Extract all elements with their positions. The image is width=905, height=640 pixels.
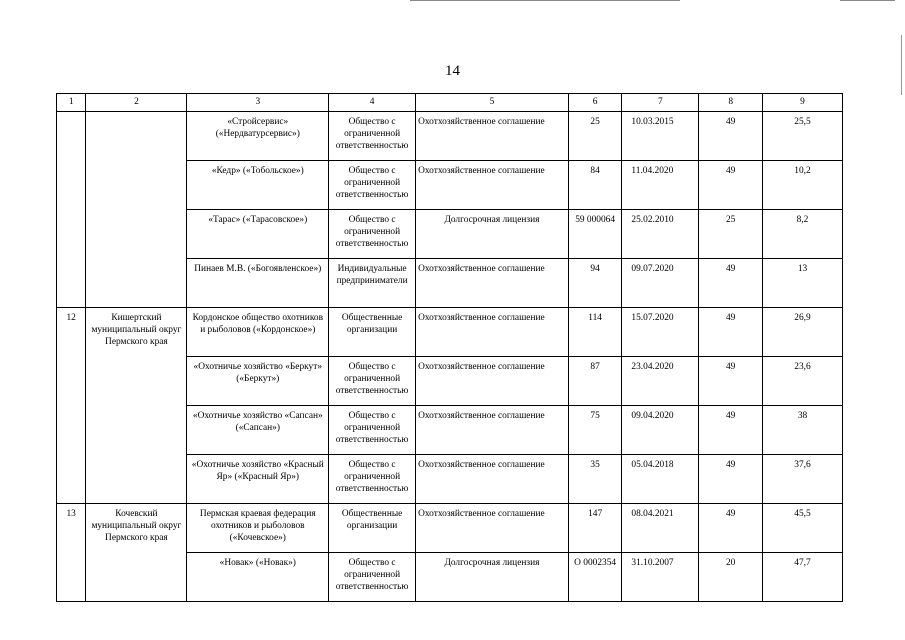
legal-form-cell: Общество с ограниченной ответственностью: [329, 406, 416, 455]
scan-edge-line: [410, 0, 680, 1]
area-cell: 37,6: [763, 455, 843, 504]
legal-form-cell: Общество с ограниченной ответственностью: [329, 357, 416, 406]
document-number-cell: 59 000064: [568, 210, 622, 259]
term-cell: 49: [699, 259, 763, 308]
term-cell: 49: [699, 161, 763, 210]
document-type-cell: Охотхозяйственное соглашение: [416, 308, 569, 357]
district-cell: [86, 112, 187, 308]
district-cell: Кочевский муниципальный округ Пермского края: [86, 504, 187, 602]
header-cell: 2: [86, 94, 187, 112]
area-cell: 47,7: [763, 553, 843, 602]
table-row: [57, 504, 843, 553]
index-cell: [57, 112, 86, 308]
document-number-cell: 84: [568, 161, 622, 210]
index-cell: 12: [57, 308, 86, 504]
table-row: [57, 308, 843, 357]
header-cell: 3: [187, 94, 329, 112]
district-cell: Кишертский муниципальный округ Пермского края: [86, 308, 187, 504]
date-cell: 10.03.2015: [622, 112, 699, 161]
document-type-cell: Охотхозяйственное соглашение: [416, 455, 569, 504]
date-cell: 09.04.2020: [622, 406, 699, 455]
term-cell: 49: [699, 504, 763, 553]
header-cell: 7: [622, 94, 699, 112]
document-type-cell: Охотхозяйственное соглашение: [416, 112, 569, 161]
table-row: [57, 112, 843, 161]
document-type-cell: Долгосрочная лицензия: [416, 210, 569, 259]
user-name-cell: Кордонское общество охотников и рыболовов («Кордонское»): [187, 308, 329, 357]
date-cell: 31.10.2007: [622, 553, 699, 602]
header-cell: 5: [416, 94, 569, 112]
document-number-cell: 25: [568, 112, 622, 161]
document-number-cell: 147: [568, 504, 622, 553]
header-cell: 6: [568, 94, 622, 112]
area-cell: 38: [763, 406, 843, 455]
user-name-cell: Пинаев М.В. («Богоявленское»): [187, 259, 329, 308]
area-cell: 26,9: [763, 308, 843, 357]
index-cell: 13: [57, 504, 86, 602]
header-cell: 4: [329, 94, 416, 112]
area-cell: 8,2: [763, 210, 843, 259]
term-cell: 49: [699, 112, 763, 161]
legal-form-cell: Общество с ограниченной ответственностью: [329, 455, 416, 504]
document-type-cell: Долгосрочная лицензия: [416, 553, 569, 602]
area-cell: 23,6: [763, 357, 843, 406]
legal-form-cell: Индивидуальные предприниматели: [329, 259, 416, 308]
date-cell: 25.02.2010: [622, 210, 699, 259]
document-number-cell: 35: [568, 455, 622, 504]
header-row: [57, 94, 843, 112]
document-type-cell: Охотхозяйственное соглашение: [416, 406, 569, 455]
date-cell: 11.04.2020: [622, 161, 699, 210]
document-number-cell: 87: [568, 357, 622, 406]
user-name-cell: «Охотничье хозяйство «Беркут» («Беркут»): [187, 357, 329, 406]
date-cell: 09.07.2020: [622, 259, 699, 308]
date-cell: 08.04.2021: [622, 504, 699, 553]
page-number: 14: [445, 63, 460, 79]
date-cell: 05.04.2018: [622, 455, 699, 504]
legal-form-cell: Общество с ограниченной ответственностью: [329, 112, 416, 161]
document-number-cell: О 0002354: [568, 553, 622, 602]
term-cell: 20: [699, 553, 763, 602]
document-type-cell: Охотхозяйственное соглашение: [416, 357, 569, 406]
area-cell: 25,5: [763, 112, 843, 161]
header-cell: 8: [699, 94, 763, 112]
document-type-cell: Охотхозяйственное соглашение: [416, 504, 569, 553]
legal-form-cell: Общество с ограниченной ответственностью: [329, 210, 416, 259]
term-cell: 49: [699, 406, 763, 455]
document-type-cell: Охотхозяйственное соглашение: [416, 259, 569, 308]
user-name-cell: «Охотничье хозяйство «Красный Яр» («Красный Яр»): [187, 455, 329, 504]
term-cell: 49: [699, 455, 763, 504]
user-name-cell: Пермская краевая федерация охотников и рыболовов («Кочевское»): [187, 504, 329, 553]
term-cell: 25: [699, 210, 763, 259]
document-number-cell: 75: [568, 406, 622, 455]
user-name-cell: «Охотничье хозяйство «Сапсан» («Сапсан»): [187, 406, 329, 455]
user-name-cell: «Новак» («Новак»): [187, 553, 329, 602]
area-cell: 13: [763, 259, 843, 308]
hunting-grounds-table: [56, 93, 843, 602]
area-cell: 45,5: [763, 504, 843, 553]
legal-form-cell: Общественные организации: [329, 504, 416, 553]
term-cell: 49: [699, 308, 763, 357]
date-cell: 15.07.2020: [622, 308, 699, 357]
user-name-cell: «Кедр» («Тобольское»): [187, 161, 329, 210]
document-number-cell: 114: [568, 308, 622, 357]
document-number-cell: 94: [568, 259, 622, 308]
legal-form-cell: Общество с ограниченной ответственностью: [329, 161, 416, 210]
legal-form-cell: Общество с ограниченной ответственностью: [329, 553, 416, 602]
document-type-cell: Охотхозяйственное соглашение: [416, 161, 569, 210]
header-cell: 9: [763, 94, 843, 112]
legal-form-cell: Общественные организации: [329, 308, 416, 357]
scan-edge-line: [840, 0, 895, 1]
term-cell: 49: [699, 357, 763, 406]
header-cell: 1: [57, 94, 86, 112]
user-name-cell: «Тарас» («Тарасовское»): [187, 210, 329, 259]
area-cell: 10,2: [763, 161, 843, 210]
date-cell: 23.04.2020: [622, 357, 699, 406]
user-name-cell: «Стройсервис» («Нердватурсервис»): [187, 112, 329, 161]
